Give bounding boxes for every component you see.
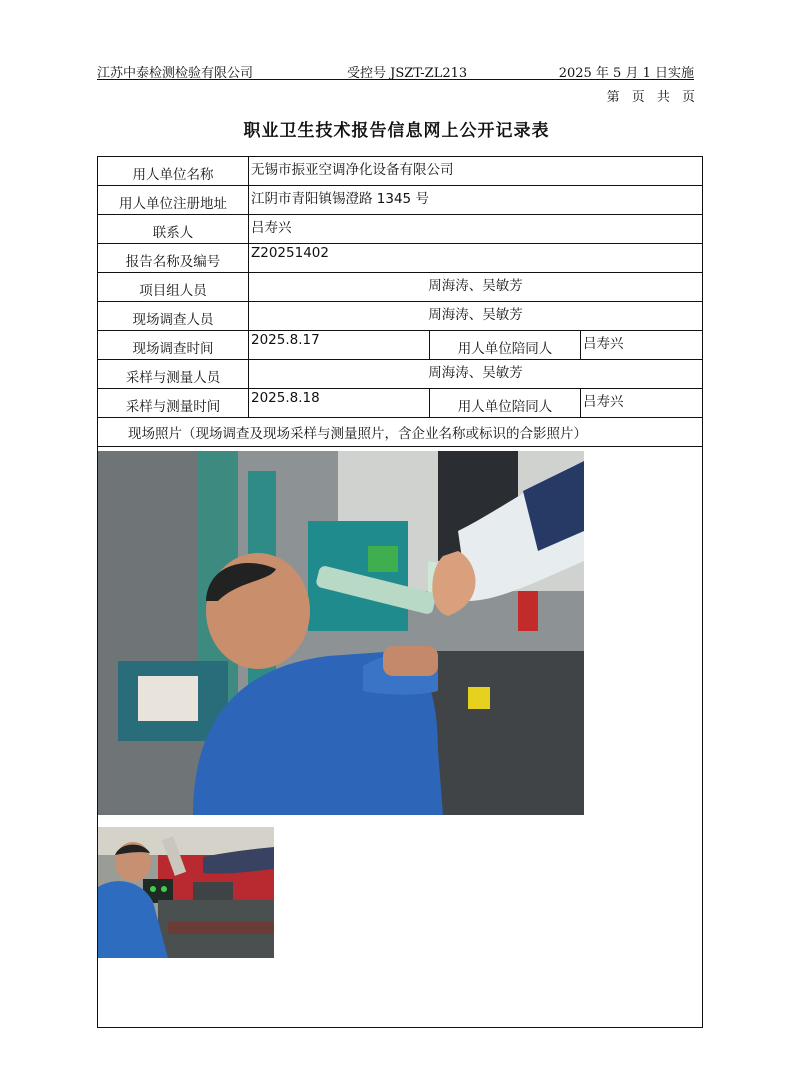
photo-heading: 现场照片（现场调查及现场采样与测量照片，含企业名称或标识的合影照片）	[98, 418, 703, 447]
value-survey-escort: 吕寿兴	[581, 331, 703, 360]
label-survey-staff: 现场调查人员	[98, 302, 249, 331]
value-survey-time: 2025.8.17	[249, 331, 430, 360]
row-photos	[98, 447, 703, 1028]
header-company: 江苏中泰检测检验有限公司	[97, 66, 254, 81]
value-survey-staff: 周海涛、吴敏芳	[249, 302, 703, 331]
label-sampling-staff: 采样与测量人员	[98, 360, 249, 389]
row-report-no	[98, 244, 703, 273]
label-employer-name: 用人单位名称	[98, 157, 249, 186]
label-report-no: 报告名称及编号	[98, 244, 249, 273]
value-sampling-time: 2025.8.18	[249, 389, 430, 418]
label-employer-address: 用人单位注册地址	[98, 186, 249, 215]
row-contact	[98, 215, 703, 244]
page-count: 第 页 共 页	[606, 90, 695, 105]
header-effective-date: 2025 年 5 月 1 日实施	[558, 66, 694, 81]
value-sampling-staff: 周海涛、吴敏芳	[249, 360, 703, 389]
value-project-team: 周海涛、吴敏芳	[249, 273, 703, 302]
label-sampling-escort: 用人单位陪同人	[430, 389, 581, 418]
label-survey-time: 现场调查时间	[98, 331, 249, 360]
value-contact: 吕寿兴	[249, 215, 703, 244]
record-table	[97, 156, 703, 1028]
row-sampling-time	[98, 389, 703, 418]
photo-survey-noise-measurement	[98, 451, 584, 815]
label-survey-escort: 用人单位陪同人	[430, 331, 581, 360]
value-report-no: Z20251402	[249, 244, 703, 273]
label-contact: 联系人	[98, 215, 249, 244]
photo-sampling-machine	[98, 827, 274, 958]
value-employer-address: 江阴市青阳镇锡澄路 1345 号	[249, 186, 703, 215]
header-rule	[97, 79, 694, 80]
row-survey-staff	[98, 302, 703, 331]
label-sampling-time: 采样与测量时间	[98, 389, 249, 418]
row-project-team	[98, 273, 703, 302]
row-employer-name	[98, 157, 703, 186]
value-sampling-escort: 吕寿兴	[581, 389, 703, 418]
row-photo-heading	[98, 418, 703, 447]
photos-area	[98, 447, 703, 1028]
value-employer-name: 无锡市振亚空调净化设备有限公司	[249, 157, 703, 186]
row-sampling-staff	[98, 360, 703, 389]
page-title: 职业卫生技术报告信息网上公开记录表	[243, 121, 550, 141]
row-employer-address	[98, 186, 703, 215]
label-project-team: 项目组人员	[98, 273, 249, 302]
header-control-number: 受控号 JSZT-ZL213	[347, 66, 468, 81]
row-survey-time	[98, 331, 703, 360]
